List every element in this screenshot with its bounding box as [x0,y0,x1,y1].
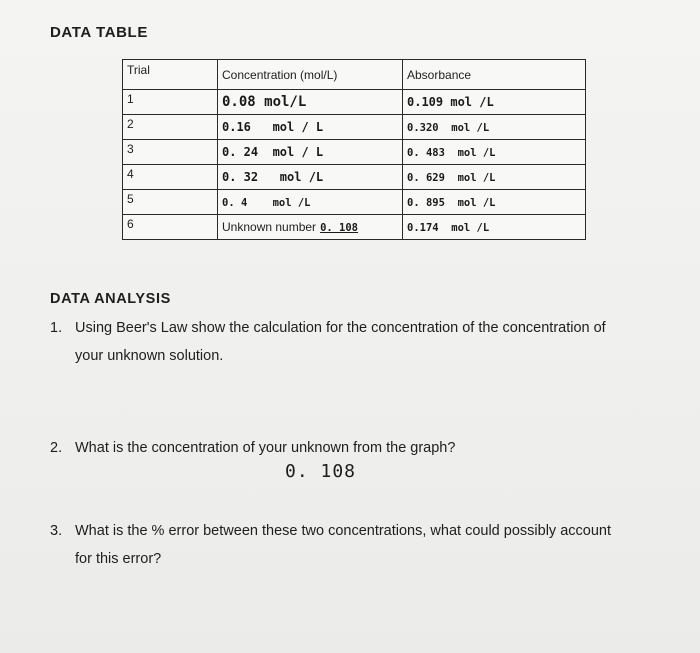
concentration-cell: 0. 32 mol /L [222,170,324,184]
unknown-concentration-value: 0. 108 [320,222,358,234]
header-trial: Trial [123,60,218,90]
absorbance-cell: 0.320 mol /L [407,122,490,134]
concentration-cell: 0.08 mol/L [222,94,307,110]
question-text-continued: your unknown solution. [75,348,224,364]
handwritten-answer: 0. 108 [285,461,357,482]
question-text-continued: for this error? [75,551,162,567]
concentration-cell: 0. 4 mol /L [222,197,311,209]
concentration-cell: 0. 24 mol / L [222,145,324,159]
absorbance-cell: 0. 483 mol /L [407,147,496,159]
header-concentration: Concentration (mol/L) [218,60,403,90]
question-number: 2. [50,440,63,456]
table-row [123,90,586,115]
data-table-heading: DATA TABLE [50,24,148,41]
absorbance-cell: 0.109 mol /L [407,95,494,109]
table-row [123,215,586,240]
question-text: Using Beer's Law show the calculation for the concentration of the concentration of [75,320,606,336]
question-2 [50,434,455,462]
question-number: 3. [50,523,63,539]
trial-cell: 1 [123,90,218,115]
trial-cell: 5 [123,190,218,215]
unknown-label: Unknown number [222,220,317,234]
question-3 [50,517,611,573]
question-text: What is the % error between these two concentrations, what could possibly account [75,523,611,539]
header-absorbance: Absorbance [403,60,586,90]
data-analysis-heading: DATA ANALYSIS [50,291,171,307]
table-row [123,190,586,215]
question-1 [50,314,606,370]
trial-cell: 3 [123,140,218,165]
question-text: What is the concentration of your unknown from the graph? [75,440,456,456]
table-row [123,140,586,165]
data-table [122,59,586,240]
question-number: 1. [50,320,63,336]
trial-cell: 4 [123,165,218,190]
table-header-row [123,60,586,90]
absorbance-cell: 0. 895 mol /L [407,197,496,209]
trial-cell: 6 [123,215,218,240]
absorbance-cell: 0.174 mol /L [407,222,490,234]
table-row [123,115,586,140]
trial-cell: 2 [123,115,218,140]
table-row [123,165,586,190]
absorbance-cell: 0. 629 mol /L [407,172,496,184]
concentration-cell: 0.16 mol / L [222,120,324,134]
